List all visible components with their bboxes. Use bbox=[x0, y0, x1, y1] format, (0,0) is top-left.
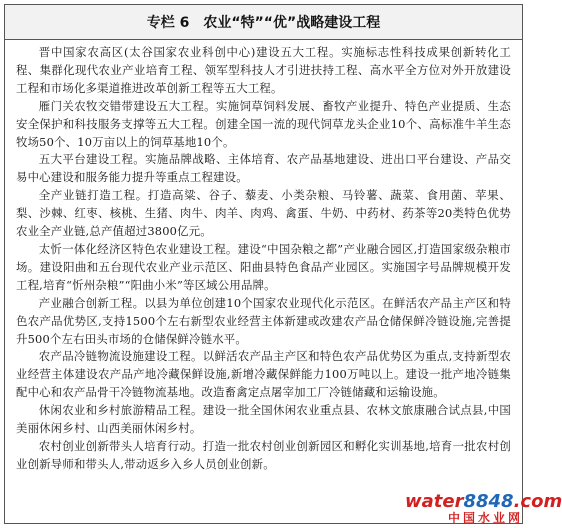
watermark-suffix: .com bbox=[513, 491, 562, 512]
paragraph-6: 产业融合创新工程。以县为单位创建10个国家农业现代化示范区。在鲜活农产品主产区和特色农产品优势区,支持1500个左右新型农业经营主体新建或改建农产品仓储保鲜冷链设施,完善提升500个左右田头市场的仓储保鲜冷链水平。 bbox=[16, 295, 511, 346]
box-title: 农业“特”“优”战略建设工程 bbox=[203, 15, 381, 31]
paragraph-7: 农产品冷链物流设施建设工程。以鲜活农产品主产区和特色农产品优势区为重点,支持新型农业经营主体建设农产品产地冷藏保鲜设施,新增冷藏保鲜能力100万吨以上。建设一批产地冷链集配中心和农产品骨干冷链物流基地。改造畜禽定点屠宰加工厂冷链储藏和运输设施。 bbox=[16, 349, 511, 400]
paragraph-5: 太忻一体化经济区特色农业建设工程。建设“中国杂粮之都”产业融合园区,打造国家级杂粮市场。建设阳曲和五台现代农业产业示范区、阳曲县特色食品产业园区。实施国字号品牌规模开发工程,培育“忻州杂粮”“阳曲小米”等区域公用品牌。 bbox=[16, 241, 511, 292]
paragraph-4: 全产业链打造工程。打造高粱、谷子、藜麦、小类杂粮、马铃薯、蔬菜、食用菌、苹果、梨、沙棘、红枣、核桃、生猪、肉牛、肉羊、肉鸡、禽蛋、牛奶、中药材、药茶等20类特色优势农业全产业链,总产值超过3800亿元。 bbox=[16, 188, 511, 239]
paragraph-1: 晋中国家农高区(太谷国家农业科创中心)建设五大工程。实施标志性科技成果创新转化工程、集群化现代农业产业培育工程、领军型科技人才引进扶持工程、高水平全方位对外开放建设工程和市场化多渠道推进改革创新工程等五大工程。 bbox=[16, 45, 511, 95]
box-title-bar bbox=[5, 5, 522, 40]
feature-box bbox=[4, 4, 523, 524]
box-label: 专栏 6 bbox=[146, 15, 190, 31]
watermark-number: 8848 bbox=[463, 491, 514, 512]
watermark-chinese: 中国水业网 bbox=[447, 511, 523, 525]
watermark-logo bbox=[405, 491, 562, 512]
paragraph-2: 雁门关农牧交错带建设五大工程。实施饲草饲料发展、畜牧产业提升、特色产业提质、生态安全保护和科技服务支撑等五大工程。创建全国一流的现代饲草龙头企业10个、高标准牛羊生态牧场50个、10万亩以上的饲草基地10个。 bbox=[16, 98, 511, 149]
box-body bbox=[5, 40, 522, 474]
paragraph-3: 五大平台建设工程。实施品牌战略、主体培育、农产品基地建设、进出口平台建设、产品交易中心建设和服务能力提升等重点工程建设。 bbox=[16, 152, 511, 185]
paragraph-9: 农村创业创新带头人培育行动。打造一批农村创业创新园区和孵化实训基地,培育一批农村创业创新导师和带头人,带动返乡入乡人员创业创新。 bbox=[16, 438, 511, 471]
paragraph-8: 休闲农业和乡村旅游精品工程。建设一批全国休闲农业重点县、农林文旅康融合试点县,中国美丽休闲乡村、山西美丽休闲乡村。 bbox=[16, 403, 511, 436]
site-watermark bbox=[405, 491, 562, 526]
watermark-prefix: water bbox=[405, 491, 464, 512]
